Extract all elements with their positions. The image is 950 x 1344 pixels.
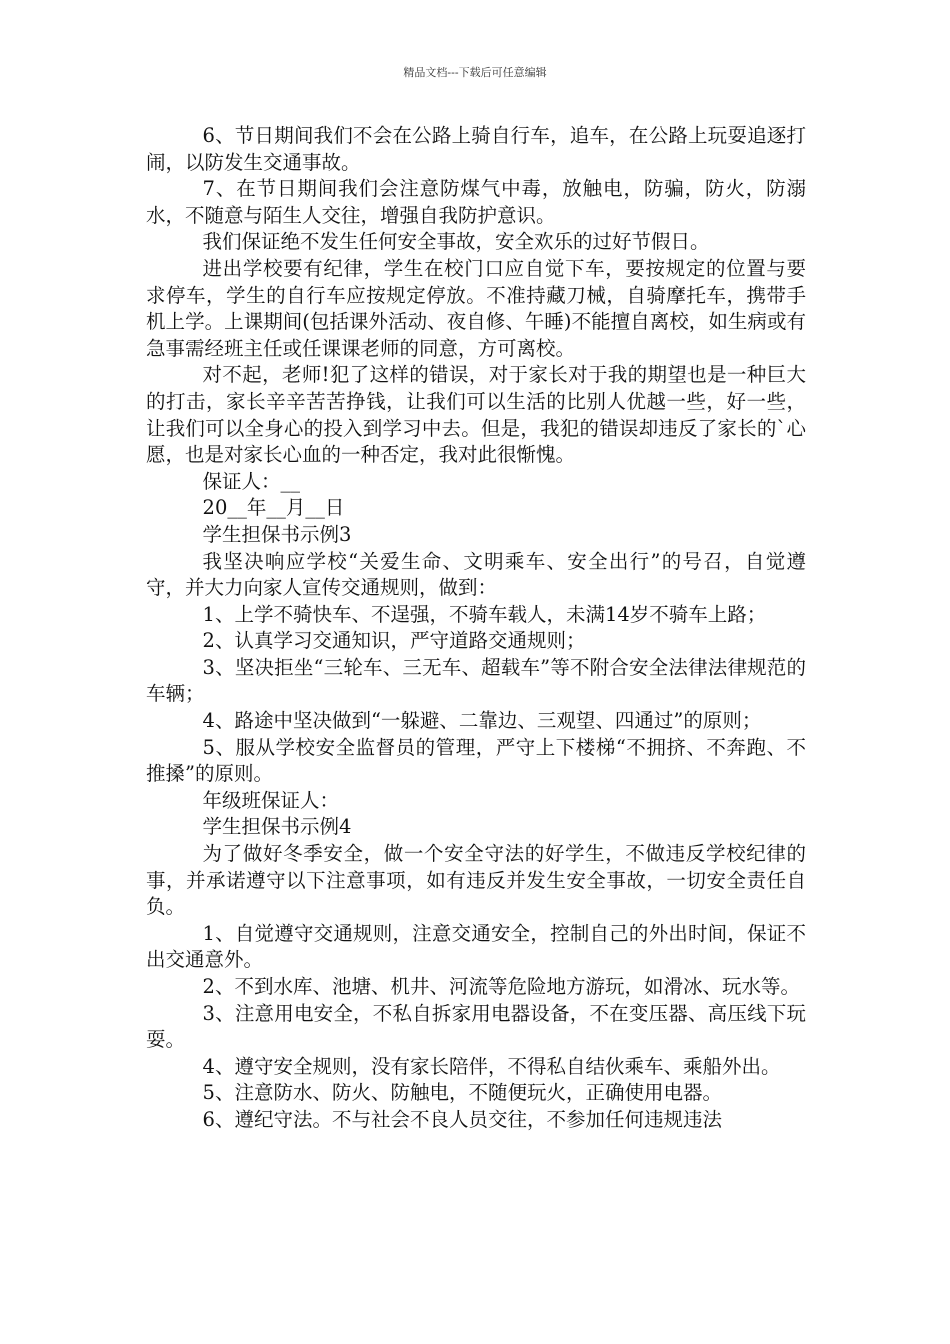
- paragraph-winter-rule-3: 3、注意用电安全，不私自拆家用电器设备，不在变压器、高压线下玩耍。: [146, 1001, 806, 1052]
- paragraph-winter-rule-5: 5、注意防水、防火、防触电，不随便玩火，正确使用电器。: [202, 1081, 722, 1105]
- paragraph-rule-5: 5、服从学校安全监督员的管理，严守上下楼梯“不拥挤、不奔跑、不推搡”的原则。: [146, 735, 806, 786]
- paragraph-guarantee: 我们保证绝不发生任何安全事故，安全欢乐的过好节假日。: [202, 230, 710, 254]
- paragraph-winter-rule-4: 4、遵守安全规则，没有家长陪伴，不得私自结伙乘车、乘船外出。: [202, 1054, 781, 1078]
- paragraph-winter-rule-1: 1、自觉遵守交通规则，注意交通安全，控制自己的外出时间，保证不出交通意外。: [146, 921, 806, 972]
- paragraph-item-6: 6、节日期间我们不会在公路上骑自行车，追车，在公路上玩耍追逐打闹，以防发生交通事故。: [146, 124, 806, 174]
- paragraph-rule-2: 2、认真学习交通知识，严守道路交通规则；: [202, 629, 586, 653]
- paragraph-rule-3: 3、坚决拒坐“三轮车、三无车、超载车”等不附合安全法律法律规范的车辆；: [146, 655, 806, 706]
- section-title-example-4: 学生担保书示例4: [202, 815, 352, 839]
- document-body: [146, 123, 806, 1134]
- date-line: 20__年__月__日: [202, 496, 345, 520]
- paragraph-pledge-intro: 我坚决响应学校“关爱生命、文明乘车、安全出行”的号召，自觉遵守，并大力向家人宣传交通规则，做到：: [146, 549, 806, 600]
- class-guarantor-line: 年级班保证人：: [202, 788, 340, 812]
- paragraph-winter-safety-intro: 为了做好冬季安全，做一个安全守法的好学生，不做违反学校纪律的事，并承诺遵守以下注意事项，如有违反并发生安全事故，一切安全责任自负。: [146, 842, 806, 919]
- paragraph-rule-1: 1、上学不骑快车、不逞强，不骑车载人，未满14岁不骑车上路；: [202, 602, 767, 626]
- paragraph-item-7: 7、在节日期间我们会注意防煤气中毒，放触电，防骗，防火，防溺水，不随意与陌生人交往，增强自我防护意识。: [146, 177, 806, 227]
- guarantor-line: 保证人：__: [202, 469, 301, 493]
- paragraph-school-discipline: 进出学校要有纪律，学生在校门口应自觉下车，要按规定的位置与要求停车，学生的自行车应按规定停放。不准持藏刀械，自骑摩托车，携带手机上学。上课期间(包括课外活动、夜自修、午睡)不能擅自离校，如生病或有急事需经班主任或任课课老师的同意，方可离校。: [146, 256, 806, 360]
- section-title-example-3: 学生担保书示例3: [202, 522, 352, 546]
- paragraph-winter-rule-6: 6、遵纪守法。不与社会不良人员交往，不参加任何违规违法: [202, 1107, 722, 1131]
- paragraph-apology: 对不起，老师!犯了这样的错误，对于家长对于我的期望也是一种巨大的打击，家长辛辛苦苦挣钱，让我们可以生活的比别人优越一些，好一些，让我们可以全身心的投入到学习中去。但是，我犯的错误却违反了家长的`心愿，也是对家长心血的一种否定，我对此很惭愧。: [146, 363, 806, 467]
- paragraph-rule-4: 4、路途中坚决做到“一躲避、二靠边、三观望、四通过”的原则；: [202, 709, 762, 733]
- page-header: 精品文档---下载后可任意编辑: [403, 66, 547, 79]
- paragraph-winter-rule-2: 2、不到水库、池塘、机井、河流等危险地方游玩，如滑冰、玩水等。: [202, 975, 800, 998]
